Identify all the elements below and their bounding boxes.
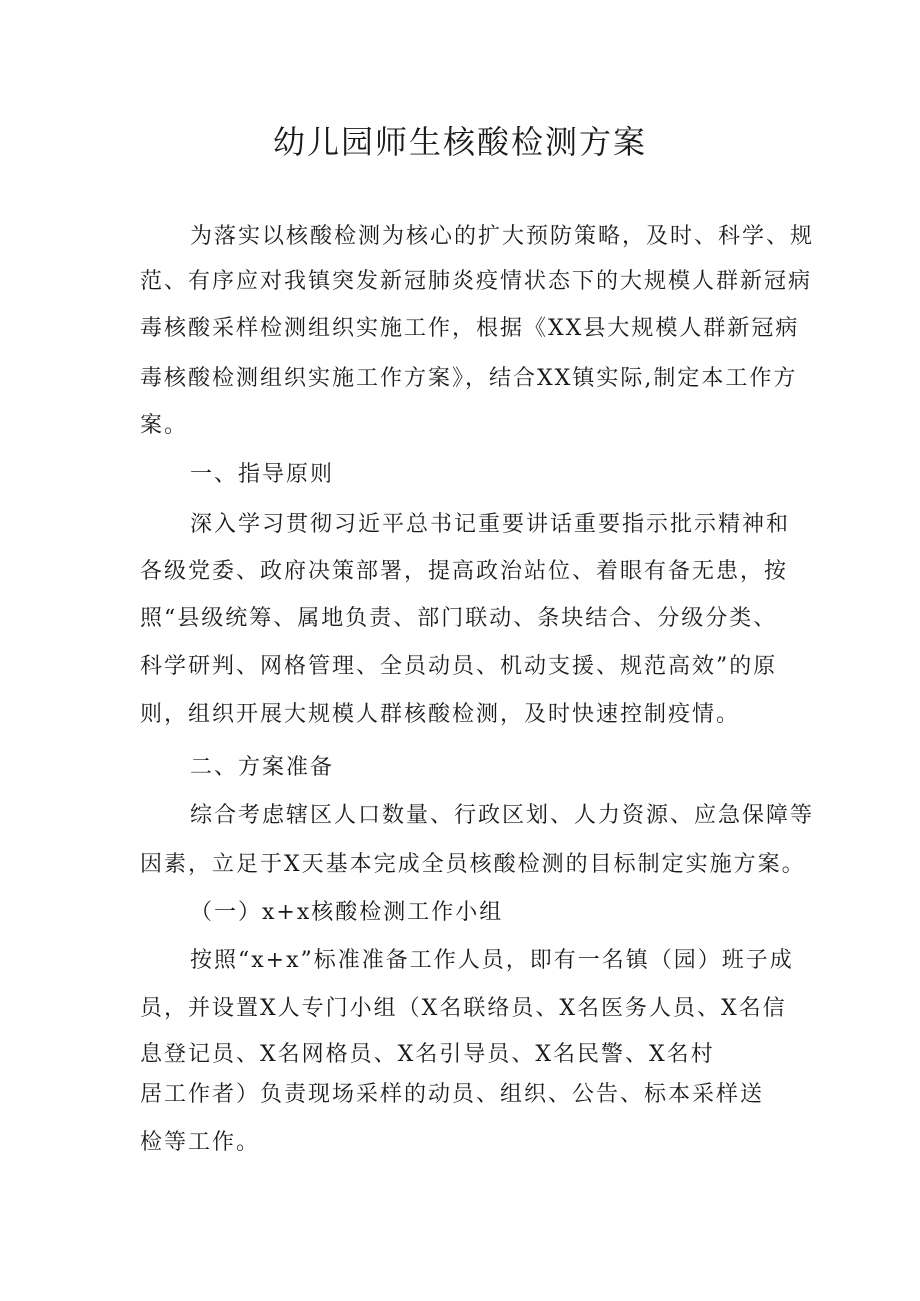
paragraph-line: 则，组织开展大规模人群核酸检测，及时快速控制疫情。 bbox=[140, 702, 741, 727]
paragraph-line: 范、有序应对我镇突发新冠肺炎疫情状态下的大规模人群新冠病 bbox=[140, 269, 813, 294]
paragraph-line: 员，并设置X人专门小组（X名联络员、X名医务人员、X名信 bbox=[140, 996, 787, 1021]
paragraph-line: 案。 bbox=[140, 413, 189, 438]
paragraph-line: 毒核酸采样检测组织实施工作，根据《XX县大规模人群新冠病 bbox=[140, 316, 800, 341]
paragraph-line: 因素，立足于X天基本完成全员核酸检测的目标制定实施方案。 bbox=[140, 852, 806, 877]
section-heading: 二、方案准备 bbox=[190, 755, 335, 780]
section-heading: 一、指导原则 bbox=[190, 462, 335, 487]
paragraph-line: 综合考虑辖区人口数量、行政区划、人力资源、应急保障等 bbox=[190, 803, 815, 828]
paragraph-line: 居工作者）负责现场采样的动员、组织、公告、标本采样送 bbox=[140, 1082, 765, 1107]
paragraph-line: 检等工作。 bbox=[140, 1130, 261, 1155]
paragraph-line: 照“县级统筹、属地负责、部门联动、条块结合、分级分类、 bbox=[140, 606, 778, 631]
paragraph-line: 科学研判、网格管理、全员动员、机动支援、规范高效”的原 bbox=[140, 654, 778, 679]
document-title: 幼儿园师生核酸检测方案 bbox=[272, 123, 647, 161]
paragraph-line: 毒核酸检测组织实施工作方案》，结合XX镇实际,制定本工作方 bbox=[140, 366, 798, 391]
paragraph-line: 息登记员、X名网格员、X名引导员、X名民警、X名村 bbox=[140, 1042, 715, 1067]
paragraph-line: 按照“x+x”标准准备工作人员，即有一名镇（园）班子成 bbox=[190, 948, 794, 973]
subsection-heading: （一）x+x核酸检测工作小组 bbox=[190, 900, 504, 925]
paragraph-line: 各级党委、政府决策部署，提高政治站位、着眼有备无患，按 bbox=[140, 559, 789, 584]
paragraph-line: 深入学习贯彻习近平总书记重要讲话重要指示批示精神和 bbox=[190, 512, 791, 537]
paragraph-line: 为落实以核酸检测为核心的扩大预防策略，及时、科学、规 bbox=[190, 224, 815, 249]
